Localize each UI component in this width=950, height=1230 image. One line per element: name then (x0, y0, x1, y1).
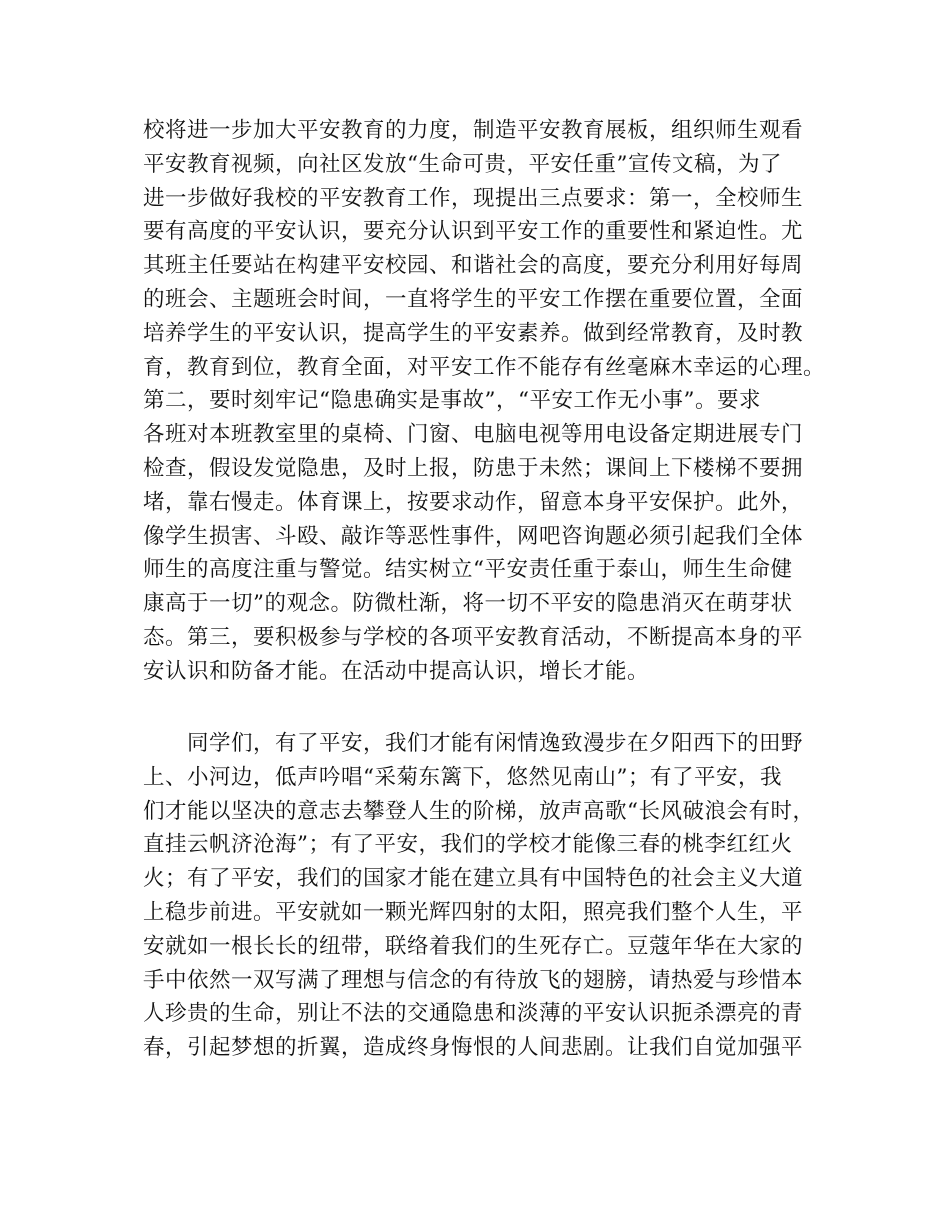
text-line: 要有高度的平安认识，要充分认识到平安工作的重要性和紧迫性。尤 (143, 219, 804, 245)
text-line: 上稳步前进。平安就如一颗光辉四射的太阳，照亮我们整个人生，平 (143, 899, 804, 925)
text-line: 进一步做好我校的平安教育工作，现提出三点要求：第一，全校师生 (143, 185, 804, 211)
text-line: 们才能以坚决的意志去攀登人生的阶梯，放声高歌“长风破浪会有时， (143, 798, 815, 824)
text-line: 态。第三，要积极参与学校的各项平安教育活动，不断提高本身的平 (143, 624, 804, 650)
text-line: 各班对本班教室里的桌椅、门窗、电脑电视等用电设备定期进展专门 (143, 422, 804, 448)
text-line: 康高于一切”的观念。防微杜渐，将一切不平安的隐患消灭在萌芽状 (143, 591, 793, 617)
text-line: 其班主任要站在构建平安校园、和谐社会的高度，要充分利用好每周 (143, 253, 804, 279)
text-line: 直挂云帆济沧海”；有了平安，我们的学校才能像三春的桃李红红火 (143, 832, 793, 858)
text-line: 的班会、主题班会时间，一直将学生的平安工作摆在重要位置，全面 (143, 286, 804, 312)
text-line: 同学们，有了平安，我们才能有闲情逸致漫步在夕阳西下的田野 (143, 731, 804, 756)
text-line: 春，引起梦想的折翼，造成终身悔恨的人间悲剧。让我们自觉加强平 (143, 1035, 804, 1061)
text-line: 校将进一步加大平安教育的力度，制造平安教育展板，组织师生观看 (143, 118, 804, 143)
text-line: 安认识和防备才能。在活动中提高认识，增长才能。 (143, 658, 650, 684)
paragraph-1 (143, 114, 826, 689)
text-line: 师生的高度注重与警觉。结实树立“平安责任重于泰山，师生生命健 (143, 557, 793, 583)
text-line: 人珍贵的生命，别让不法的交通隐患和淡薄的平安认识扼杀漂亮的青 (143, 1001, 804, 1027)
text-line: 上、小河边，低声吟唱“采菊东篱下，悠然见南山”；有了平安，我 (143, 764, 782, 790)
paragraph-2 (143, 727, 823, 1065)
text-line: 检查，假设发觉隐患，及时上报，防患于未然；课间上下楼梯不要拥 (143, 455, 804, 481)
text-line: 育，教育到位，教育全面，对平安工作不能存有丝毫麻木幸运的心理。 (143, 354, 826, 380)
text-line: 手中依然一双写满了理想与信念的有待放飞的翅膀，请热爱与珍惜本 (143, 967, 804, 993)
text-line: 平安教育视频，向社区发放“生命可贵，平安任重”宣传文稿，为了 (143, 151, 782, 177)
text-line: 培养学生的平安认识，提高学生的平安素养。做到经常教育，及时教 (143, 320, 804, 346)
text-line: 第二，要时刻牢记“隐患确实是事故”，“平安工作无小事”。要求 (143, 388, 761, 414)
text-line: 堵，靠右慢走。体育课上，按要求动作，留意本身平安保护。此外， (143, 489, 804, 515)
text-line: 火；有了平安，我们的国家才能在建立具有中国特色的社会主义大道 (143, 866, 804, 892)
text-line: 像学生损害、斗殴、敲诈等恶性事件，网吧咨询题必须引起我们全体 (143, 523, 804, 549)
text-line: 安就如一根长长的纽带，联络着我们的生死存亡。豆蔻年华在大家的 (143, 933, 804, 959)
